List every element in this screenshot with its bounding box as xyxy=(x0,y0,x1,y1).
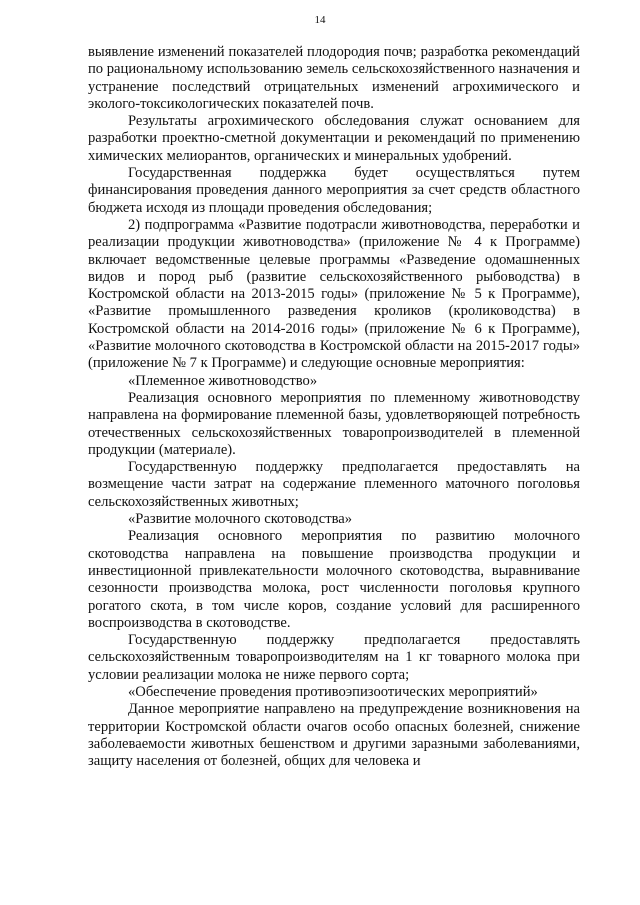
heading-dairy-cattle: «Развитие молочного скотоводства» xyxy=(128,511,353,528)
paragraph-dairy-cattle: Реализация основного мероприятия по развитию молочного скотоводства направлена на повышение производства продукции и инвестиционной привлекательности молочного скотоводства, выравнивание сезонности производства молока, рост численности поголовья крупного рогатого скота, в том числе коров, создание условий для расширенного воспроизводства в скотоводстве. xyxy=(88,528,580,631)
paragraph-pedigree-livestock: Реализация основного мероприятия по племенному животноводству направлена на формирование племенной базы, удовлетворяющей потребность отечественных сельскохозяйственных товаропроизводителей в племенной продукции (материале). xyxy=(88,389,580,458)
paragraph-antiepizootic-measures: Данное мероприятие направлено на предупреждение возникновения на территории Костромской области очагов особо опасных болезней, снижение заболеваемости животных бешенством и другими заразными заболеваниями, защиту населения от болезней, общих для человека и xyxy=(88,701,580,770)
page-number: 14 xyxy=(314,14,326,26)
paragraph-pedigree-support: Государственную поддержку предполагается предоставлять на возмещение части затрат на содержание племенного маточного поголовья сельскохозяйственных животных; xyxy=(88,459,580,510)
paragraph-state-support-survey: Государственная поддержка будет осуществляться путем финансирования проведения данного мероприятия за счет средств областного бюджета исходя из площади проведения обследования; xyxy=(88,165,580,216)
paragraph-dairy-support: Государственную поддержку предполагается предоставлять сельскохозяйственным товаропроизводителям на 1 кг товарного молока при условии реализации молока не ниже первого сорта; xyxy=(88,632,580,683)
heading-pedigree-livestock: «Племенное животноводство» xyxy=(128,372,318,389)
page-body xyxy=(88,44,580,770)
paragraph-soil-monitoring-tail: выявление изменений показателей плодородия почв; разработка рекомендаций по рациональному использованию земель сельскохозяйственного назначения и устранение последствий отрицательных изменений агрохимического и эколого-токсикологических показателей почв. xyxy=(88,44,580,112)
heading-antiepizootic-measures: «Обеспечение проведения противоэпизоотических мероприятий» xyxy=(128,683,538,700)
paragraph-survey-results: Результаты агрохимического обследования служат основанием для разработки проектно-сметной документации и рекомендаций по применению химических мелиорантов, органических и минеральных удобрений. xyxy=(88,113,580,164)
paragraph-subprogram-livestock: 2) подпрограмма «Развитие подотрасли животноводства, переработки и реализации продукции животноводства» (приложение № 4 к Программе) включает ведомственные целевые программы «Разведение одомашненных видов и пород рыб (развитие сельскохозяйственного рыбоводства) в Костромской области на 2013-2015 годы» (приложение № 5 к Программе), «Развитие промышленного разведения кроликов (кролиководства) в Костромской области на 2014-2016 годы» (приложение № 6 к Программе), «Развитие молочного скотоводства в Костромской области на 2015-2017 годы» (приложение № 7 к Программе) и следующие основные мероприятия: xyxy=(88,216,580,372)
